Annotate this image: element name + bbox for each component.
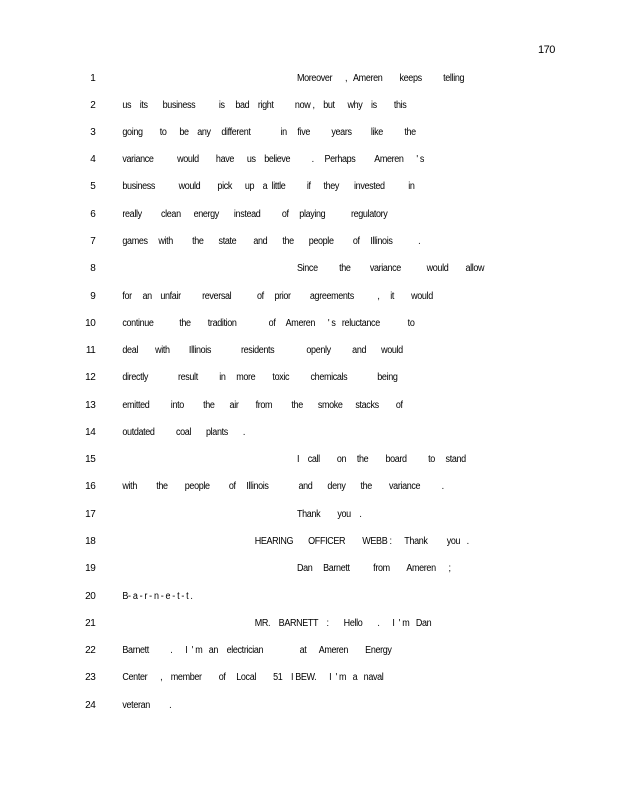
line-number: 24 — [85, 700, 96, 711]
line-text: I call on the board to stand — [297, 454, 466, 465]
line-number: 3 — [90, 127, 96, 138]
line-text: deal with Illinois residents openly and would — [122, 345, 403, 356]
line-text: variance would have us believe . Perhaps Ameren ' s — [122, 154, 425, 165]
line-number: 1 — [90, 73, 96, 84]
line-number: 2 — [90, 100, 96, 111]
transcript-line — [0, 618, 556, 632]
line-number: 9 — [90, 291, 96, 302]
line-number: 10 — [85, 318, 96, 329]
line-text: Center , member of Local 51 I BEW. I ' m a naval — [122, 672, 384, 683]
transcript-line — [0, 318, 556, 332]
transcript-line — [0, 372, 556, 386]
line-number: 20 — [85, 591, 96, 602]
line-text: Since the variance would allow — [297, 263, 485, 274]
line-number: 21 — [85, 618, 96, 629]
line-text: really clean energy instead of playing regulatory — [122, 209, 388, 220]
transcript-line — [0, 209, 556, 223]
line-number: 5 — [90, 181, 96, 192]
transcript-line — [0, 263, 556, 277]
transcript-line — [0, 509, 556, 523]
line-text: directly result in more toxic chemicals being — [122, 372, 398, 383]
line-number: 17 — [85, 509, 96, 520]
transcript-line — [0, 291, 556, 305]
transcript-line — [0, 127, 556, 141]
transcript-line — [0, 154, 556, 168]
line-number: 15 — [85, 454, 96, 465]
line-number: 11 — [85, 345, 96, 356]
line-number: 23 — [85, 672, 96, 683]
line-text: B- a - r - n - e - t - t . — [122, 591, 193, 602]
line-number: 4 — [90, 154, 96, 165]
line-text: games with the state and the people of Illinois . — [122, 236, 421, 247]
line-text: MR. BARNETT : Hello . I ' m Dan — [254, 618, 432, 629]
transcript-line — [0, 236, 556, 250]
line-number: 13 — [85, 400, 96, 411]
line-number: 7 — [90, 236, 96, 247]
transcript-line — [0, 536, 556, 550]
line-text: us its business is bad right now , but why is this — [122, 100, 407, 111]
line-number: 18 — [85, 536, 96, 547]
transcript-line — [0, 563, 556, 577]
page-number: 170 — [538, 44, 555, 56]
line-number: 6 — [90, 209, 96, 220]
line-text: Thank you . — [297, 509, 362, 520]
line-number: 8 — [90, 263, 96, 274]
line-number: 22 — [85, 645, 96, 656]
transcript-line — [0, 454, 556, 468]
line-number: 14 — [85, 427, 96, 438]
transcript-line — [0, 345, 556, 359]
line-text: Dan Barnett from Ameren ; — [297, 563, 451, 574]
line-number: 19 — [85, 563, 96, 574]
line-text: for an unfair reversal of prior agreements , it would — [122, 291, 433, 302]
line-text: continue the tradition of Ameren ' s reluctance to — [122, 318, 415, 329]
line-text: with the people of Illinois and deny the variance . — [122, 481, 444, 492]
transcript-line — [0, 427, 556, 441]
line-text: veteran . — [122, 700, 172, 711]
line-text: going to be any different in five years like the — [122, 127, 416, 138]
transcript-line — [0, 672, 556, 686]
transcript-line — [0, 591, 556, 605]
transcript-line — [0, 73, 556, 87]
line-text: business would pick up a little if they invested in — [122, 181, 415, 192]
line-number: 16 — [85, 481, 96, 492]
line-text: Barnett . I ' m an electrician at Ameren Energy — [122, 645, 392, 656]
transcript-line — [0, 481, 556, 495]
line-number: 12 — [85, 372, 96, 383]
line-text: emitted into the air from the smoke stacks of — [122, 400, 403, 411]
transcript-line — [0, 181, 556, 195]
line-text: Moreover , Ameren keeps telling — [297, 73, 465, 84]
transcript-line — [0, 700, 556, 714]
transcript-line — [0, 645, 556, 659]
transcript-line — [0, 400, 556, 414]
line-text: outdated coal plants . — [122, 427, 245, 438]
transcript-line — [0, 100, 556, 114]
line-text: HEARING OFFICER WEBB : Thank you . — [254, 536, 469, 547]
